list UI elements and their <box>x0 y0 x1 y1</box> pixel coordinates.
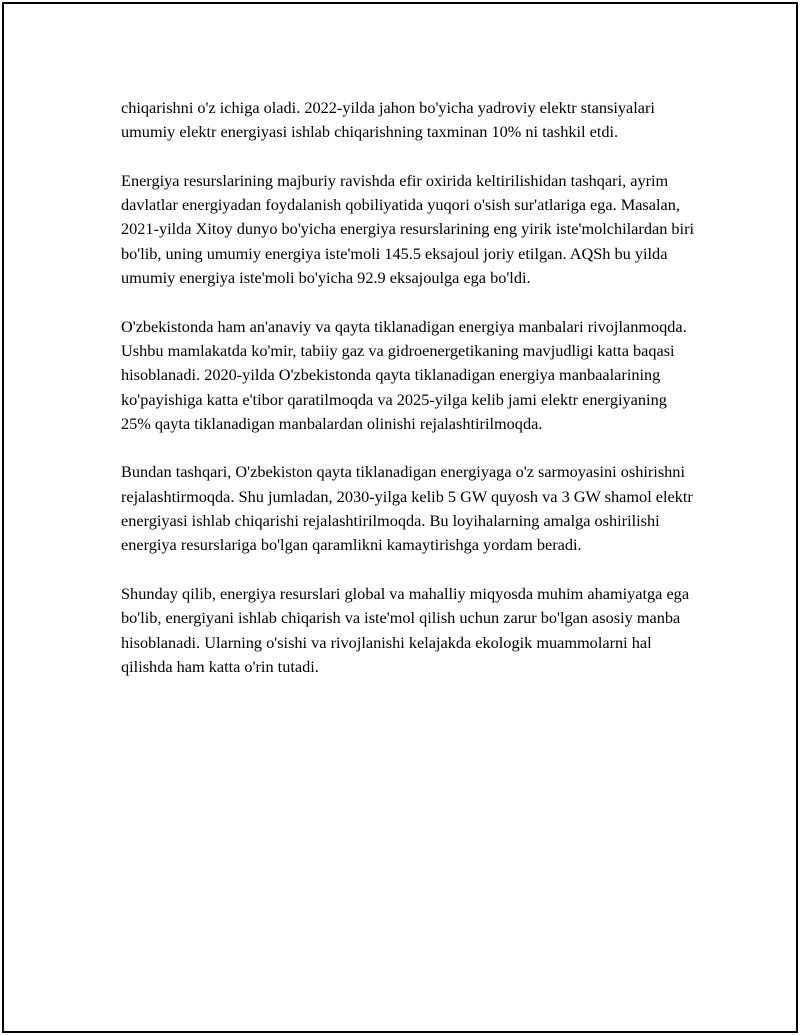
document-body <box>121 96 696 703</box>
paragraph-renewable-plans: Bundan tashqari, O'zbekiston qayta tiklanadigan energiyaga o'z sarmoyasini oshirishni rejalashtirmoqda. Shu jumladan, 2030-yilga kelib 5 GW quyosh va 3 GW shamol elektr energiyasi ishlab chiqarishi rejalashtirilmoqda. Bu loyihalarning amalga oshirilishi energiya resurslariga bo'lgan qaramlikni kamaytirishga yordam beradi. <box>121 462 693 555</box>
paragraph-nuclear-share: chiqarishni o'z ichiga oladi. 2022-yilda jahon bo'yicha yadroviy elektr stansiyalari umumiy elektr energiyasi ishlab chiqarishning taxminan 10% ni tashkil etdi. <box>121 98 655 142</box>
paragraph-conclusion: Shunday qilib, energiya resurslari global va mahalliy miqyosda muhim ahamiyatga ega bo'lib, energiyani ishlab chiqarish va iste'mol qilish uchun zarur bo'lgan asosiy manba hisoblanadi. Ularning o'sishi va rivojlanishi kelajakda ekologik muammolarni hal qilishda ham katta o'rin tutadi. <box>121 583 690 676</box>
paragraph-uzbekistan-energy: O'zbekistonda ham an'anaviy va qayta tiklanadigan energiya manbalari rivojlanmoqda. Ushbu mamlakatda ko'mir, tabiiy gaz va gidroenergetikaning mavjudligi katta baqasi hisoblanadi. 2020-yilda O'zbekistonda qayta tiklanadigan energiya manbaalarining ko'payishiga katta e'tibor qaratilmoqda va 2025-yilga kelib jami elektr energiyaning 25% qayta tiklanadigan manbalardan olinishi rejalashtirilmoqda. <box>121 316 687 433</box>
paragraph-energy-consumption: Energiya resurslarining majburiy ravishda efir oxirida keltirilishidan tashqari, ayrim davlatlar energiyadan foydalanish qobiliyatida yuqori o'sish sur'atlariga ega. Masalan, 2021-yilda Xitoy dunyo bo'yicha energiya resurslarining eng yirik iste'molchilardan biri bo'lib, uning umumiy energiya iste'moli 145.5 eksajoul joriy etilgan. AQSh bu yilda umumiy energiya iste'moli bo'yicha 92.9 eksajoulga ega bo'ldi. <box>121 170 695 288</box>
document-page <box>2 2 798 1033</box>
